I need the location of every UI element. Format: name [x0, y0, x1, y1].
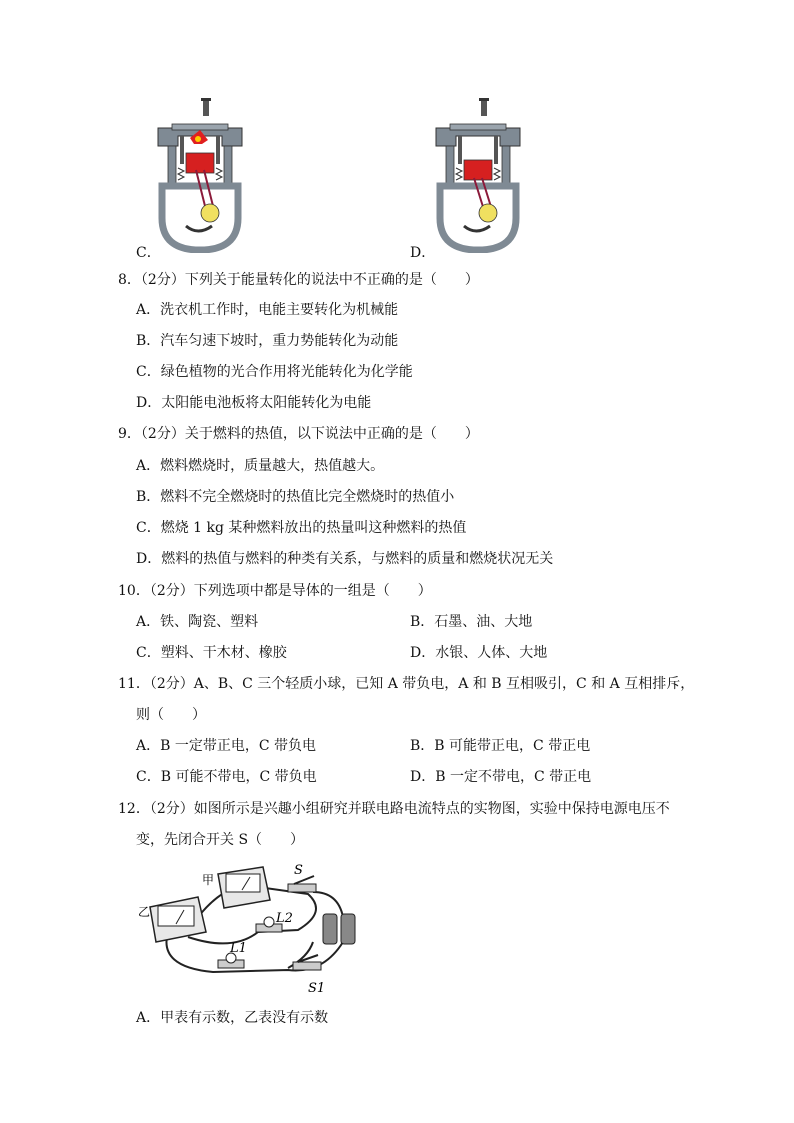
circuit-label-yi: 乙 — [138, 905, 151, 919]
engine-d-drawing — [428, 98, 528, 253]
question-10-option-a: A．铁、陶瓷、塑料 — [136, 614, 259, 630]
question-12-stem-continued: 变，先闭合开关 S（ ） — [136, 832, 305, 848]
question-11-stem-continued: 则（ ） — [136, 707, 206, 723]
engine-d-label: D． — [410, 245, 436, 261]
circuit-label-s1: S1 — [308, 981, 326, 996]
circuit-label-l2: L2 — [276, 911, 293, 926]
question-9-option-b: B．燃料不完全燃烧时的热值比完全燃烧时的热值小 — [136, 489, 455, 505]
switch-s1 — [293, 955, 321, 970]
question-8-option-d: D．太阳能电池板将太阳能转化为电能 — [136, 395, 372, 411]
question-9-option-c: C．燃烧 1 kg 某种燃料放出的热量叫这种燃料的热值 — [136, 520, 467, 536]
circuit-label-s: S — [294, 863, 303, 878]
question-10-stem: 10．（2分）下列选项中都是导体的一组是（ ） — [118, 583, 432, 599]
switch-s — [288, 876, 316, 892]
circuit-label-jia: 甲 — [202, 873, 215, 887]
engine-figure-d — [428, 98, 528, 253]
question-12-stem: 12．（2分）如图所示是兴趣小组研究并联电路电流特点的实物图，实验中保持电源电压不 — [118, 801, 670, 817]
circuit-figure — [138, 862, 370, 997]
question-11-option-d: D．B 一定不带电，C 带正电 — [410, 769, 592, 785]
ammeter-yi — [150, 897, 206, 942]
engine-figure-c — [150, 98, 250, 253]
engine-c-label: C． — [136, 245, 161, 261]
circuit-label-l1: L1 — [230, 941, 247, 956]
question-8-option-b: B．汽车匀速下坡时，重力势能转化为动能 — [136, 333, 399, 349]
question-10-option-b: B．石墨、油、大地 — [410, 614, 533, 630]
question-8-option-c: C．绿色植物的光合作用将光能转化为化学能 — [136, 364, 413, 380]
question-8-stem: 8．（2分）下列关于能量转化的说法中不正确的是（ ） — [118, 272, 479, 288]
question-9-option-a: A．燃料燃烧时，质量越大，热值越大。 — [136, 458, 385, 474]
engine-c-drawing — [150, 98, 250, 253]
question-9-stem: 9．（2分）关于燃料的热值，以下说法中正确的是（ ） — [118, 426, 479, 442]
question-11-stem: 11．（2分）A、B、C 三个轻质小球，已知 A 带负电，A 和 B 互相吸引，C 和 A 互相排斥， — [118, 676, 695, 692]
battery — [323, 914, 355, 944]
question-11-option-c: C．B 可能不带电，C 带负电 — [136, 769, 317, 785]
question-10-option-d: D．水银、人体、大地 — [410, 645, 548, 661]
question-11-option-a: A．B 一定带正电，C 带负电 — [136, 738, 317, 754]
circuit-drawing — [138, 862, 370, 997]
question-8-option-a: A．洗衣机工作时，电能主要转化为机械能 — [136, 302, 399, 318]
ammeter-jia — [218, 867, 270, 908]
question-10-option-c: C．塑料、干木材、橡胶 — [136, 645, 287, 661]
question-12-option-a: A．甲表有示数，乙表没有示数 — [136, 1010, 329, 1026]
question-9-option-d: D．燃料的热值与燃料的种类有关系，与燃料的质量和燃烧状况无关 — [136, 551, 554, 567]
question-11-option-b: B．B 可能带正电，C 带正电 — [410, 738, 591, 754]
